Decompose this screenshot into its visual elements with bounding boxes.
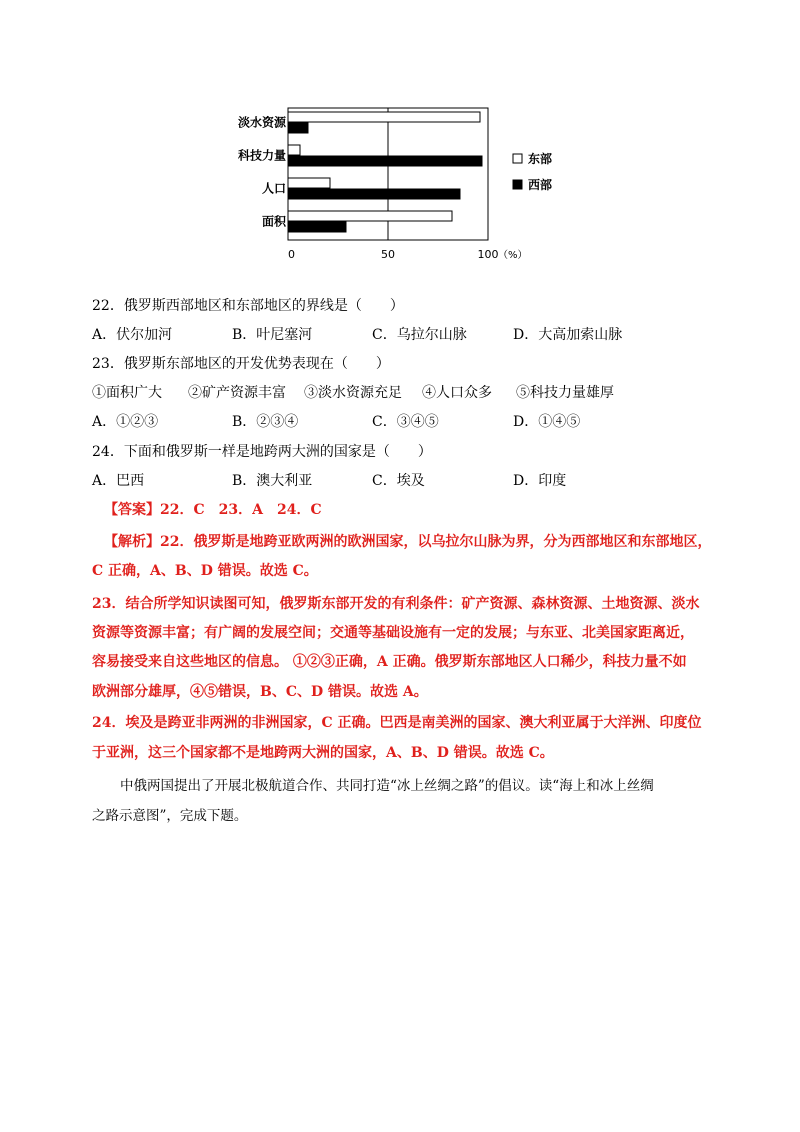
q23-item-2: ②矿产资源丰富 bbox=[188, 385, 286, 401]
legend-label-east: 东部 bbox=[528, 152, 553, 166]
next-question-intro-line-1: 中俄两国提出了开展北极航道合作、共同打造“冰上丝绸之路”的倡议。读“海上和冰上丝绸 bbox=[120, 778, 654, 794]
analysis-line-2: C 正确，A、B、D 错误。故选 C。 bbox=[92, 563, 318, 579]
q22-option-a: A．伏尔加河 bbox=[92, 327, 173, 343]
legend-swatch-west bbox=[513, 180, 522, 189]
q23-item-3: ③淡水资源充足 bbox=[304, 385, 402, 401]
x-axis-unit: （%） bbox=[498, 250, 528, 261]
analysis-line-7: 24．埃及是跨亚非两洲的非洲国家，C 正确。巴西是南美洲的国家、澳大利亚属于大洋洲、印度位 bbox=[92, 715, 702, 731]
q22-option-d: D．大高加索山脉 bbox=[513, 327, 623, 343]
q24-option-a: A．巴西 bbox=[92, 473, 145, 489]
x-tick-label-2: 100 bbox=[477, 248, 499, 261]
category-label-1: 科技力量 bbox=[237, 148, 286, 163]
next-question-intro-line-2: 之路示意图”，完成下题。 bbox=[92, 808, 248, 824]
analysis-line-1: 【解析】22．俄罗斯是地跨亚欧两洲的欧洲国家，以乌拉尔山脉为界，分为西部地区和东部地区， bbox=[104, 534, 712, 550]
q23-option-b: B．②③④ bbox=[232, 414, 299, 430]
bar-east-2 bbox=[288, 178, 330, 188]
bar-west-1 bbox=[288, 156, 482, 166]
category-label-2: 人口 bbox=[261, 181, 286, 196]
analysis-line-4: 资源等资源丰富；有广阔的发展空间；交通等基础设施有一定的发展；与东亚、北美国家距离近， bbox=[92, 625, 694, 641]
q23-option-d: D．①④⑤ bbox=[513, 414, 581, 430]
q22-option-b: B．叶尼塞河 bbox=[232, 327, 313, 343]
analysis-line-6: 欧洲部分雄厚，④⑤错误，B、C、D 错误。故选 A。 bbox=[92, 684, 428, 700]
analysis-line-3: 23．结合所学知识读图可知，俄罗斯东部开发的有利条件：矿产资源、森林资源、土地资源、淡水 bbox=[92, 596, 700, 612]
bar-west-2 bbox=[288, 189, 460, 199]
bar-west-0 bbox=[288, 123, 308, 133]
category-label-3: 面积 bbox=[261, 214, 286, 229]
bar-east-3 bbox=[288, 211, 452, 221]
category-label-0: 淡水资源 bbox=[237, 115, 286, 130]
east-west-russia-bar-chart bbox=[225, 98, 585, 268]
q24-option-c: C．埃及 bbox=[372, 473, 425, 489]
question-24-stem: 24．下面和俄罗斯一样是地跨两大洲的国家是（ ） bbox=[92, 444, 432, 460]
q22-option-c: C．乌拉尔山脉 bbox=[372, 327, 467, 343]
question-23-stem: 23．俄罗斯东部地区的开发优势表现在（ ） bbox=[92, 356, 390, 372]
q23-option-c: C．③④⑤ bbox=[372, 414, 439, 430]
analysis-line-5: 容易接受来自这些地区的信息。 ①②③正确，A 正确。俄罗斯东部地区人口稀少，科技力量不如 bbox=[92, 654, 687, 670]
bar-east-1 bbox=[288, 145, 300, 155]
analysis-line-8: 于亚洲，这三个国家都不是地跨两大洲的国家，A、B、D 错误。故选 C。 bbox=[92, 745, 554, 761]
q24-option-b: B．澳大利亚 bbox=[232, 473, 313, 489]
question-22-stem: 22．俄罗斯西部地区和东部地区的界线是（ ） bbox=[92, 298, 404, 314]
q23-item-5: ⑤科技力量雄厚 bbox=[516, 385, 614, 401]
q23-item-4: ④人口众多 bbox=[422, 385, 492, 401]
legend-swatch-east bbox=[513, 154, 522, 163]
bar-east-0 bbox=[288, 112, 480, 122]
answer-line: 【答案】22．C 23．A 24．C bbox=[104, 502, 322, 518]
legend-label-west: 西部 bbox=[528, 178, 553, 192]
x-tick-label-0: 0 bbox=[288, 248, 295, 261]
q23-item-1: ①面积广大 bbox=[92, 385, 162, 401]
q24-option-d: D．印度 bbox=[513, 473, 567, 489]
x-tick-label-1: 50 bbox=[381, 248, 395, 261]
bar-west-3 bbox=[288, 222, 346, 232]
q23-option-a: A．①②③ bbox=[92, 414, 159, 430]
